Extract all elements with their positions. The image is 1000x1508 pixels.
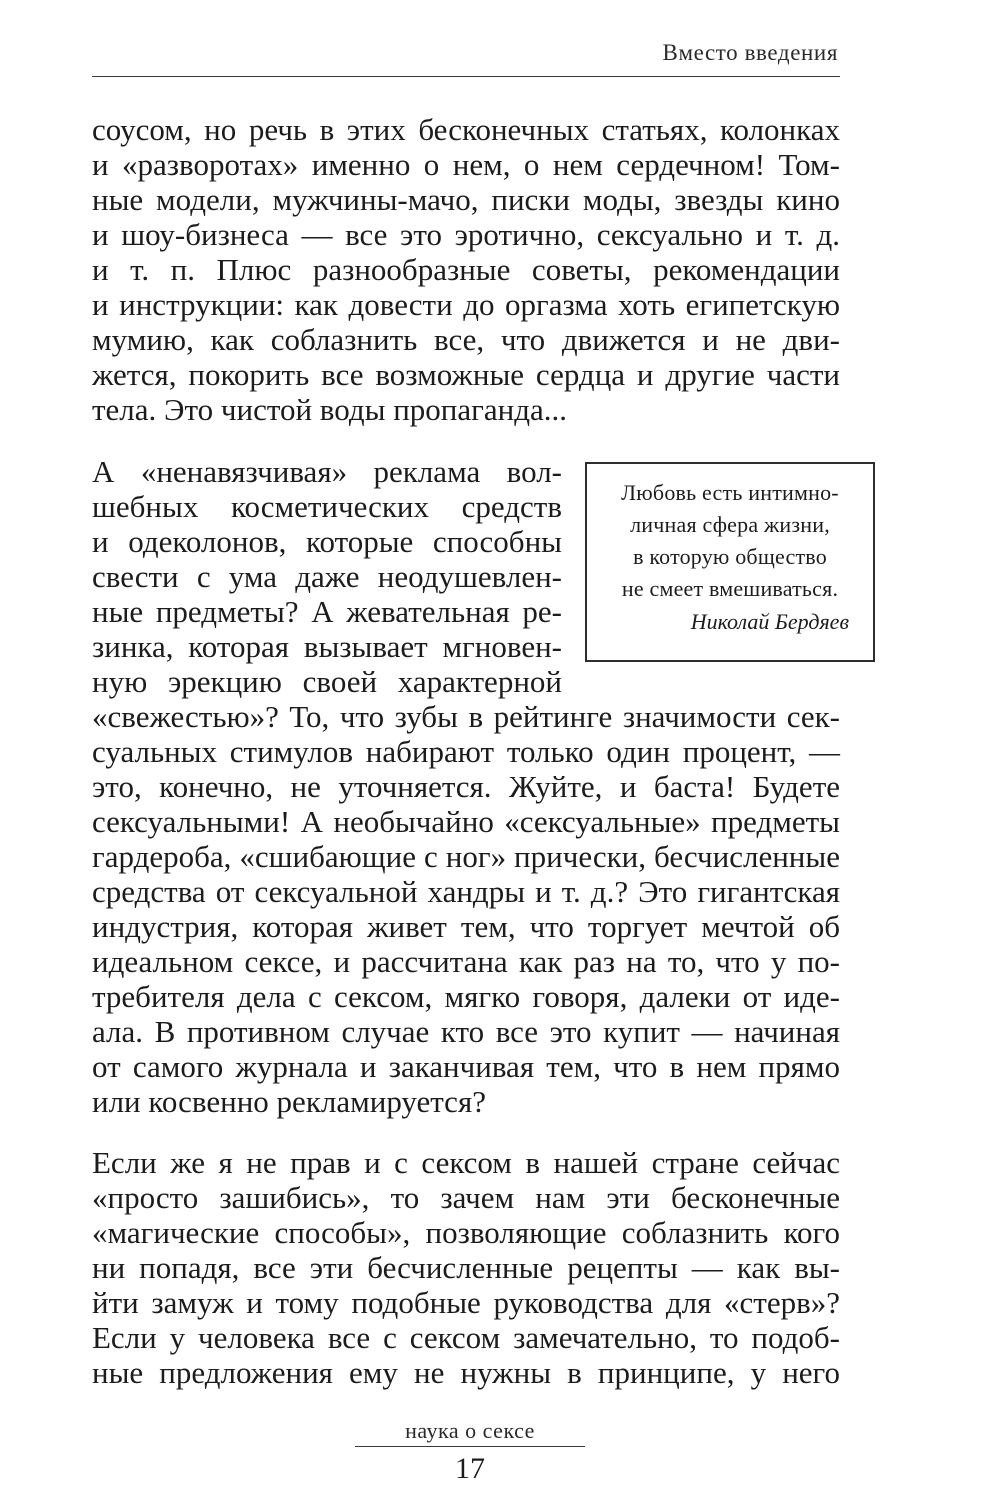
text-line: и т. п. Плюс разнообразные советы, рекомендации [92, 252, 840, 287]
text-line: ные предложения ему не нужны в принципе, у него [92, 1355, 840, 1390]
text-line: жется, покорить все возможные сердца и другие части [92, 357, 840, 392]
text-line: «просто зашибись», то зачем нам эти бесконечные [92, 1180, 840, 1215]
text-line: ные предметы? А жевательная ре- [92, 594, 562, 629]
text-line: Если у человека все с сексом замечательно, то подоб- [92, 1320, 840, 1355]
text-line: средства от сексуальной хандры и т. д.? Это гигантская [92, 874, 840, 909]
text-line: соусом, но речь в этих бесконечных статьях, колонках [92, 112, 840, 147]
text-line: ала. В противном случае кто все это купит — начиная [92, 1014, 840, 1049]
text-line: требителя дела с сексом, мягко говоря, далеки от иде- [92, 979, 840, 1014]
text-line: зинка, которая вызывает мгновен- [92, 629, 562, 664]
quote-line: не смеет вмешиваться. [621, 576, 839, 601]
text-line: «магические способы», позволяющие соблазнить кого [92, 1215, 840, 1250]
text-line: ную эрекцию своей характерной [92, 664, 562, 699]
text-line: гардероба, «сшибающие с ног» прически, бесчисленные [92, 839, 840, 874]
text-line: мумию, как соблазнить все, что движется и не дви- [92, 322, 840, 357]
header-rule [92, 76, 840, 77]
text-line: суальных стимулов набирают только один процент, — [92, 734, 840, 769]
page-number: 17 [455, 1452, 485, 1485]
text-line: «свежестью»? То, что зубы в рейтинге значимости сек- [92, 699, 840, 734]
text-line: А «ненавязчивая» реклама вол- [92, 454, 562, 489]
text-line: и «разворотах» именно о нем, о нем сердечном! Том- [92, 147, 840, 182]
text-line: это, конечно, не уточняется. Жуйте, и баста! Будете [92, 769, 840, 804]
text-line: Если же я не прав и с сексом в нашей стране сейчас [92, 1145, 840, 1180]
epigraph-quote-box [585, 462, 875, 662]
text-line: и шоу-бизнеса — все это эротично, сексуально и т. д. [92, 217, 840, 252]
text-line: и одеколонов, которые способны [92, 524, 562, 559]
running-head: Вместо введения [662, 40, 838, 65]
text-line: или косвенно рекламируется? [92, 1084, 486, 1119]
quote-line: личная сфера жизни, [630, 512, 830, 537]
text-line: ни попадя, все эти бесчисленные рецепты — как вы- [92, 1250, 840, 1285]
text-line: сексуальными! А необычайно «сексуальные» предметы [92, 804, 840, 839]
quote-author: Николай Бердяев [690, 609, 849, 634]
text-line: и инструкции: как довести до оргазма хоть египетскую [92, 287, 840, 322]
text-line: идеальном сексе, и рассчитана как раз на то, что у по- [92, 944, 840, 979]
quote-line: Любовь есть интимно- [621, 480, 839, 505]
text-line: йти замуж и тому подобные руководства для «стерв»? [92, 1285, 840, 1320]
quote-line: в которую общество [633, 544, 827, 569]
text-line: ные модели, мужчины-мачо, писки моды, звезды кино [92, 182, 840, 217]
text-line: тела. Это чистой воды пропаганда... [92, 392, 567, 427]
text-line: свести с ума даже неодушевлен- [92, 559, 562, 594]
footer-rule [355, 1446, 585, 1447]
text-line: шебных косметических средств [92, 489, 562, 524]
text-line: от самого журнала и заканчивая тем, что в нем прямо [92, 1049, 840, 1084]
footer-book-title: наука о сексе [405, 1418, 535, 1443]
text-line: индустрия, которая живет тем, что торгует мечтой об [92, 909, 840, 944]
